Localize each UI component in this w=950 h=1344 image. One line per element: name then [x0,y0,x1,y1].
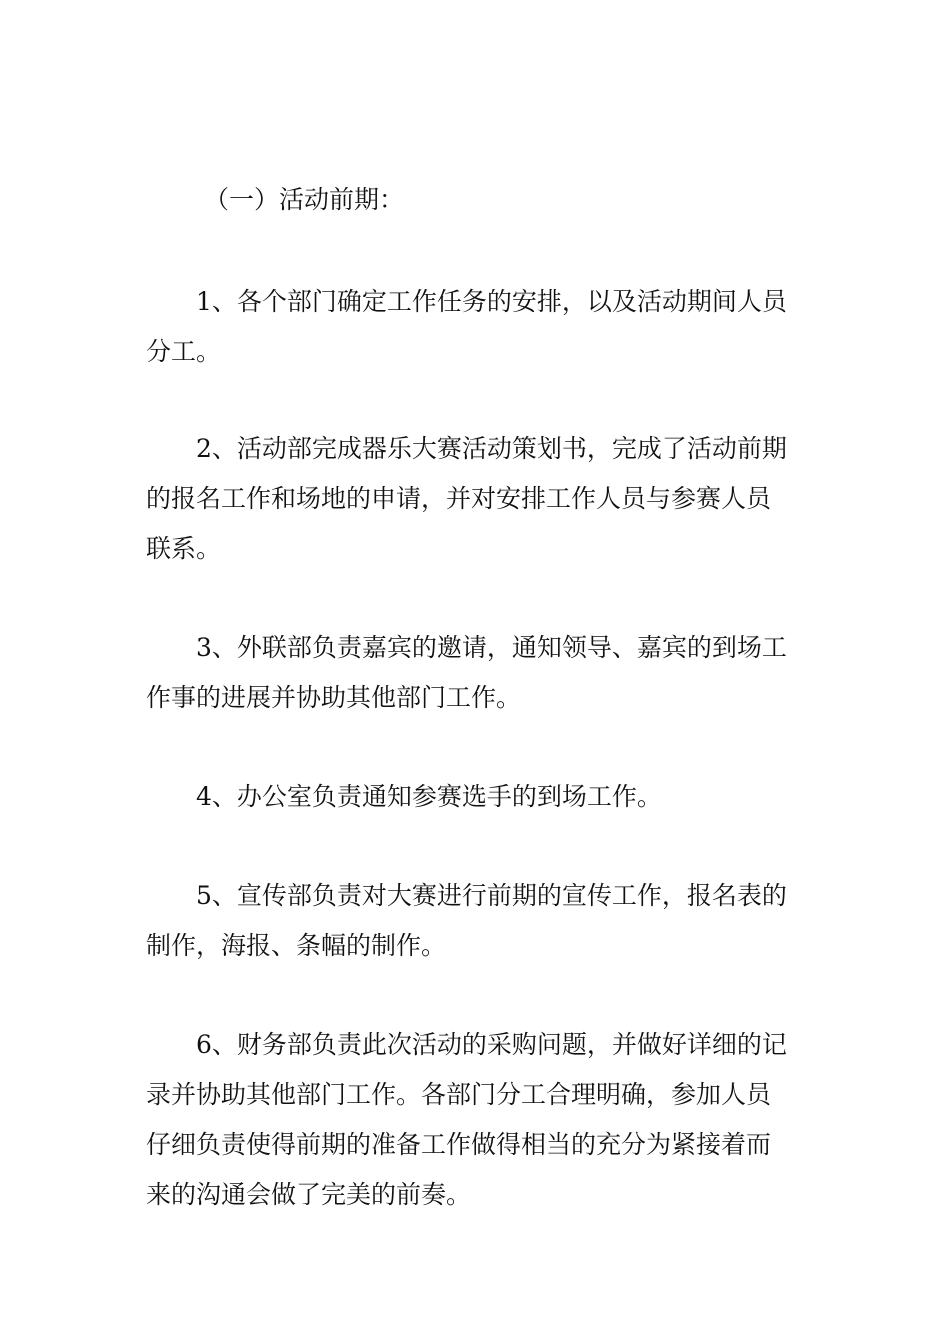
paragraph-line: 仔细负责使得前期的准备工作做得相当的充分为紧接着而 [146,1130,772,1159]
paragraph-line: 录并协助其他部门工作。各部门分工合理明确，参加人员 [146,1080,772,1109]
paragraph-line: 联系。 [146,534,222,563]
paragraph-line: 2、活动部完成器乐大赛活动策划书，完成了活动前期 [196,434,787,463]
paragraph-line: 3、外联部负责嘉宾的邀请，通知领导、嘉宾的到场工 [196,633,787,662]
paragraph-5 [146,871,808,971]
paragraph-line: 来的沟通会做了完美的前奏。 [146,1180,472,1209]
paragraph-line: 5、宣传部负责对大赛进行前期的宣传工作，报名表的 [196,881,787,910]
paragraph-line: 制作，海报、条幅的制作。 [146,931,447,960]
paragraph-2 [146,424,808,574]
paragraph-3 [146,623,808,723]
paragraph-line: 4、办公室负责通知参赛选手的到场工作。 [196,782,662,811]
paragraph-1 [146,277,808,377]
paragraph-line: 作事的进展并协助其他部门工作。 [146,683,522,712]
paragraph-line: 6、财务部负责此次活动的采购问题，并做好详细的记 [196,1030,787,1059]
section-heading: （一）活动前期： [204,185,405,214]
paragraph-4 [146,772,808,822]
paragraph-line: 分工。 [146,337,222,366]
paragraph-6 [146,1020,808,1220]
paragraph-line: 1、各个部门确定工作任务的安排，以及活动期间人员 [196,287,787,316]
paragraph-line: 的报名工作和场地的申请，并对安排工作人员与参赛人员 [146,484,772,513]
